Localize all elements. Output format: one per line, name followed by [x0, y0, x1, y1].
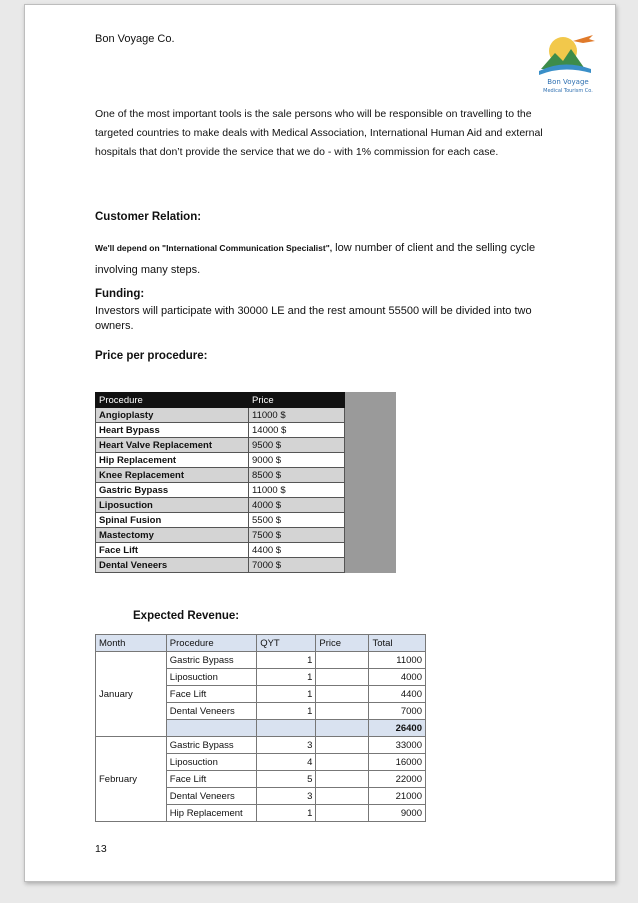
month-cell: January: [96, 652, 167, 737]
price-cell: [316, 703, 369, 720]
table-shadow: [345, 438, 396, 453]
price-cell: [316, 652, 369, 669]
customer-relation-heading: Customer Relation:: [95, 211, 202, 223]
price-per-procedure-heading: Price per procedure:: [95, 350, 208, 362]
price-cell: 4400 $: [249, 543, 345, 558]
price-cell: [316, 754, 369, 771]
price-cell: [316, 805, 369, 822]
table-shadow: [345, 543, 396, 558]
price-cell: 9000 $: [249, 453, 345, 468]
funding-heading: Funding:: [95, 288, 145, 300]
procedure-cell: Hip Replacement: [96, 453, 249, 468]
qyt-cell: 4: [257, 754, 316, 771]
total-cell: 4000: [369, 669, 426, 686]
price-cell: 5500 $: [249, 513, 345, 528]
price-cell: 8500 $: [249, 468, 345, 483]
qyt-cell: 1: [257, 669, 316, 686]
procedure-cell: Dental Veneers: [166, 788, 256, 805]
total-cell: 21000: [369, 788, 426, 805]
procedure-cell: Gastric Bypass: [96, 483, 249, 498]
table-shadow: [345, 558, 396, 573]
price-cell: 7500 $: [249, 528, 345, 543]
procedure-cell: Heart Bypass: [96, 423, 249, 438]
procedure-cell: Liposuction: [96, 498, 249, 513]
price-table-container: [95, 392, 396, 573]
procedure-cell: Spinal Fusion: [96, 513, 249, 528]
procedure-cell: Face Lift: [96, 543, 249, 558]
intro-paragraph: One of the most important tools is the sale persons who will be responsible on travelling to the targeted countries to make deals with Medical Association, International Human Aid and external hospitals that don’t provide the service that we do - with 1% commission for each case.: [95, 108, 543, 158]
customer-relation-text: [95, 237, 565, 281]
price-row: [96, 408, 396, 423]
table-shadow: [345, 528, 396, 543]
procedure-cell: Knee Replacement: [96, 468, 249, 483]
procedure-cell: Liposuction: [166, 669, 256, 686]
price-cell: [316, 686, 369, 703]
table-shadow: [345, 423, 396, 438]
company-name: Bon Voyage Co.: [95, 33, 175, 45]
table-shadow: [345, 483, 396, 498]
price-cell: 9500 $: [249, 438, 345, 453]
svg-text:Bon Voyage: Bon Voyage: [547, 78, 589, 86]
procedure-cell: Dental Veneers: [166, 703, 256, 720]
procedure-cell: Dental Veneers: [96, 558, 249, 573]
month-cell: February: [96, 737, 167, 822]
document-page: [24, 4, 616, 882]
price-row: [96, 423, 396, 438]
procedure-cell: Face Lift: [166, 771, 256, 788]
funding-text: Investors will participate with 30000 LE and the rest amount 55500 will be divided into two owners.: [95, 305, 532, 332]
price-cell: [316, 788, 369, 805]
price-cell: 7000 $: [249, 558, 345, 573]
total-cell: 7000: [369, 703, 426, 720]
page-number: 13: [95, 843, 107, 855]
price-cell: [316, 669, 369, 686]
customer-relation-body: low number of client and the selling cycle involving many steps.: [95, 242, 536, 276]
qyt-cell: 1: [257, 652, 316, 669]
revenue-header-cell: Total: [369, 635, 426, 652]
procedure-cell: Heart Valve Replacement: [96, 438, 249, 453]
procedure-cell: Gastric Bypass: [166, 737, 256, 754]
price-row: [96, 483, 396, 498]
table-shadow: [345, 468, 396, 483]
price-cell: 11000 $: [249, 408, 345, 423]
table-shadow: [345, 513, 396, 528]
customer-relation-small-text: We'll depend on "International Communication Specialist",: [95, 243, 333, 253]
total-cell: 16000: [369, 754, 426, 771]
price-header-cell: Procedure: [96, 393, 249, 408]
subtotal-blank: [316, 720, 369, 737]
price-cell: 4000 $: [249, 498, 345, 513]
qyt-cell: 1: [257, 686, 316, 703]
subtotal-blank: [257, 720, 316, 737]
company-logo: [533, 29, 603, 99]
revenue-header-cell: Price: [316, 635, 369, 652]
table-shadow: [345, 453, 396, 468]
total-cell: 4400: [369, 686, 426, 703]
total-cell: 11000: [369, 652, 426, 669]
price-row: [96, 543, 396, 558]
price-cell: 14000 $: [249, 423, 345, 438]
price-row: [96, 498, 396, 513]
revenue-table-header: [96, 635, 426, 652]
svg-text:Medical Tourism Co.: Medical Tourism Co.: [543, 88, 593, 94]
price-row: [96, 528, 396, 543]
subtotal-cell: 26400: [369, 720, 426, 737]
procedure-cell: Angioplasty: [96, 408, 249, 423]
revenue-header-cell: Procedure: [166, 635, 256, 652]
qyt-cell: 1: [257, 805, 316, 822]
expected-revenue-heading: Expected Revenue:: [133, 610, 240, 622]
price-cell: [316, 771, 369, 788]
revenue-table: [95, 634, 426, 822]
price-row: [96, 453, 396, 468]
qyt-cell: 3: [257, 737, 316, 754]
table-shadow: [345, 408, 396, 423]
total-cell: 22000: [369, 771, 426, 788]
procedure-cell: Mastectomy: [96, 528, 249, 543]
price-row: [96, 468, 396, 483]
total-cell: 33000: [369, 737, 426, 754]
procedure-cell: Hip Replacement: [166, 805, 256, 822]
qyt-cell: 5: [257, 771, 316, 788]
price-row: [96, 558, 396, 573]
qyt-cell: 1: [257, 703, 316, 720]
table-shadow: [345, 498, 396, 513]
price-header-cell: Price: [249, 393, 345, 408]
procedure-cell: Gastric Bypass: [166, 652, 256, 669]
revenue-row: [96, 737, 426, 754]
revenue-header-cell: QYT: [257, 635, 316, 652]
qyt-cell: 3: [257, 788, 316, 805]
price-row: [96, 513, 396, 528]
price-table: [95, 392, 396, 573]
price-row: [96, 438, 396, 453]
table-shadow: [345, 393, 396, 408]
procedure-cell: Liposuction: [166, 754, 256, 771]
price-cell: 11000 $: [249, 483, 345, 498]
total-cell: 9000: [369, 805, 426, 822]
price-cell: [316, 737, 369, 754]
procedure-cell: Face Lift: [166, 686, 256, 703]
revenue-row: [96, 652, 426, 669]
revenue-header-cell: Month: [96, 635, 167, 652]
price-table-header: [96, 393, 396, 408]
subtotal-blank: [166, 720, 256, 737]
